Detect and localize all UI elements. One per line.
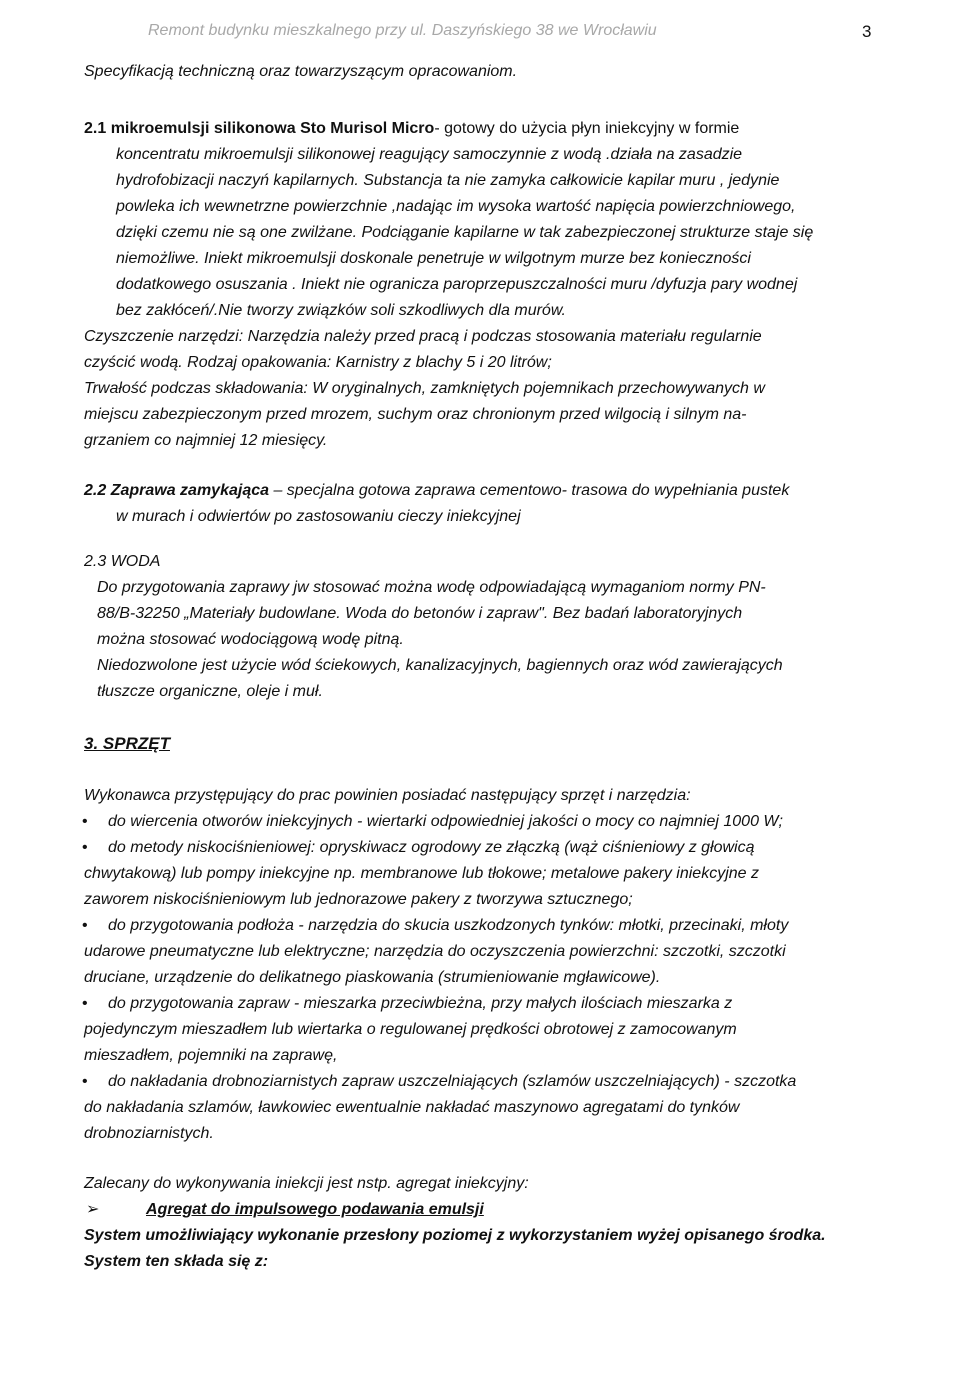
paragraph-line: czyścić wodą. Rodzaj opakowania: Karnistry z blachy 5 i 20 litrów;	[84, 354, 552, 371]
list-item: do metody niskociśnieniowej: opryskiwacz ogrodowy ze złączką (wąż ciśnieniowy z głowicą	[108, 839, 755, 856]
section-number: 2.1	[84, 120, 111, 137]
paragraph-line: miejscu zabezpieczonym przed mrozem, suchym oraz chronionym przed wilgocią i silnym na-	[84, 406, 747, 423]
bullet-icon: •	[82, 995, 88, 1012]
list-item-continuation: druciane, urządzenie do delikatnego piaskowania (strumieniowanie mgławicowe).	[84, 969, 661, 986]
list-item-continuation: mieszadłem, pojemniki na zaprawę,	[84, 1047, 338, 1064]
bullet-icon: •	[82, 1073, 88, 1090]
section-2-1-heading	[84, 119, 739, 139]
paragraph-line: dodatkowego osuszania . Iniekt nie ogranicza paroprzepuszczalności muru /dyfuzja pary wodnej	[116, 276, 798, 293]
list-item-continuation: do nakładania szlamów, ławkowiec ewentualnie nakładać maszynowo agregatami do tynków	[84, 1099, 740, 1116]
list-item: do wiercenia otworów iniekcyjnych - wiertarki odpowiedniej jakości o mocy co najmniej 1000 W;	[108, 813, 783, 830]
list-item-continuation: zaworem niskociśnieniowym lub jednorazowe pakery z tworzywa sztucznego;	[84, 891, 633, 908]
aggregate-name: Agregat do impulsowego podawania emulsji	[146, 1201, 484, 1218]
product-name: mikroemulsji silikonowa Sto Murisol Micro	[110, 120, 435, 137]
paragraph-line: bez zakłóceń/.Nie tworzy związków soli szkodliwych dla murów.	[116, 302, 566, 319]
paragraph-line: koncentratu mikroemulsji silikonowej reagujący samoczynnie z wodą .działa na zasadzie	[116, 146, 743, 163]
section-number: 2.2	[84, 482, 111, 499]
paragraph-line: Niedozwolone jest użycie wód ściekowych, kanalizacyjnych, bagiennych oraz wód zawierających	[97, 657, 783, 674]
list-item-continuation: drobnoziarnistych.	[84, 1125, 214, 1142]
section-2-3-heading: 2.3 WODA	[84, 553, 161, 570]
section-2-2-heading	[84, 481, 789, 501]
paragraph-line: System umożliwiający wykonanie przesłony poziomej z wykorzystaniem wyżej opisanego środka.	[84, 1227, 826, 1244]
list-item-continuation: chwytakową) lub pompy iniekcyjne np. membranowe lub tłokowe; metalowe pakery iniekcyjne z	[84, 865, 759, 882]
bullet-icon: •	[82, 839, 88, 856]
paragraph-line: można stosować wodociągową wodę pitną.	[97, 631, 404, 648]
paragraph-line: powleka ich wewnetrzne powierzchnie ,nadając im wysoka wartość napięcia powierzchniowego,	[116, 198, 796, 215]
arrow-bullet-icon: ➢	[86, 1201, 100, 1218]
paragraph-line: Specyfikacją techniczną oraz towarzyszącym opracowaniom.	[84, 63, 518, 80]
paragraph-line: Czyszczenie narzędzi: Narzędzia należy przed pracą i podczas stosowania materiału regularnie	[84, 328, 762, 345]
heading-rest: - gotowy do użycia płyn iniekcyjny w formie	[434, 120, 740, 137]
running-header: Remont budynku mieszkalnego przy ul. Daszyńskiego 38 we Wrocławiu	[148, 22, 657, 39]
bullet-icon: •	[82, 917, 88, 934]
paragraph-line: Do przygotowania zaprawy jw stosować można wodę odpowiadającą wymaganiom normy PN-	[97, 579, 766, 596]
paragraph-line: Zalecany do wykonywania iniekcji jest nstp. agregat iniekcyjny:	[84, 1175, 529, 1192]
list-item: do nakładania drobnoziarnistych zapraw uszczelniających (szlamów uszczelniających) - szczotka	[108, 1073, 797, 1090]
bullet-icon: •	[82, 813, 88, 830]
paragraph-line: System ten składa się z:	[84, 1253, 269, 1270]
product-name: Zaprawa zamykająca	[110, 482, 270, 499]
paragraph-line: Wykonawca przystępujący do prac powinien posiadać następujący sprzęt i narzędzia:	[84, 787, 691, 804]
page-number: 3	[862, 22, 872, 41]
list-item: do przygotowania zapraw - mieszarka przeciwbieżna, przy małych ilościach mieszarka z	[108, 995, 733, 1012]
list-item-continuation: udarowe pneumatyczne lub elektryczne; narzędzia do oczyszczenia powierzchni: szczotki, szczotki	[84, 943, 786, 960]
paragraph-line: tłuszcze organiczne, oleje i muł.	[97, 683, 323, 700]
paragraph-line: 88/B-32250 „Materiały budowlane. Woda do betonów i zapraw". Bez badań laboratoryjnych	[97, 605, 743, 622]
heading-rest: – specjalna gotowa zaprawa cementowo- trasowa do wypełniania pustek	[269, 482, 790, 499]
paragraph-line: hydrofobizacji naczyń kapilarnych. Substancja ta nie zamyka całkowicie kapilar muru , jedynie	[116, 172, 780, 189]
paragraph-line: grzaniem co najmniej 12 miesięcy.	[84, 432, 328, 449]
paragraph-line: niemożliwe. Iniekt mikroemulsji doskonale penetruje w wilgotnym murze bez konieczności	[116, 250, 751, 267]
list-item: do przygotowania podłoża - narzędzia do skucia uszkodzonych tynków: młotki, przecinaki, młoty	[108, 917, 789, 934]
paragraph-line: w murach i odwiertów po zastosowaniu cieczy iniekcyjnej	[116, 508, 521, 525]
paragraph-line: Trwałość podczas składowania: W oryginalnych, zamkniętych pojemnikach przechowywanych w	[84, 380, 765, 397]
paragraph-line: dzięki czemu nie są one zwilżane. Podciąganie kapilarne w tak zabezpieczonej strukturze staje się	[116, 224, 814, 241]
list-item-continuation: pojedynczym mieszadłem lub wiertarka o regulowanej prędkości obrotowej z zamocowanym	[84, 1021, 737, 1038]
section-3-heading: 3. SPRZĘT	[84, 734, 170, 753]
